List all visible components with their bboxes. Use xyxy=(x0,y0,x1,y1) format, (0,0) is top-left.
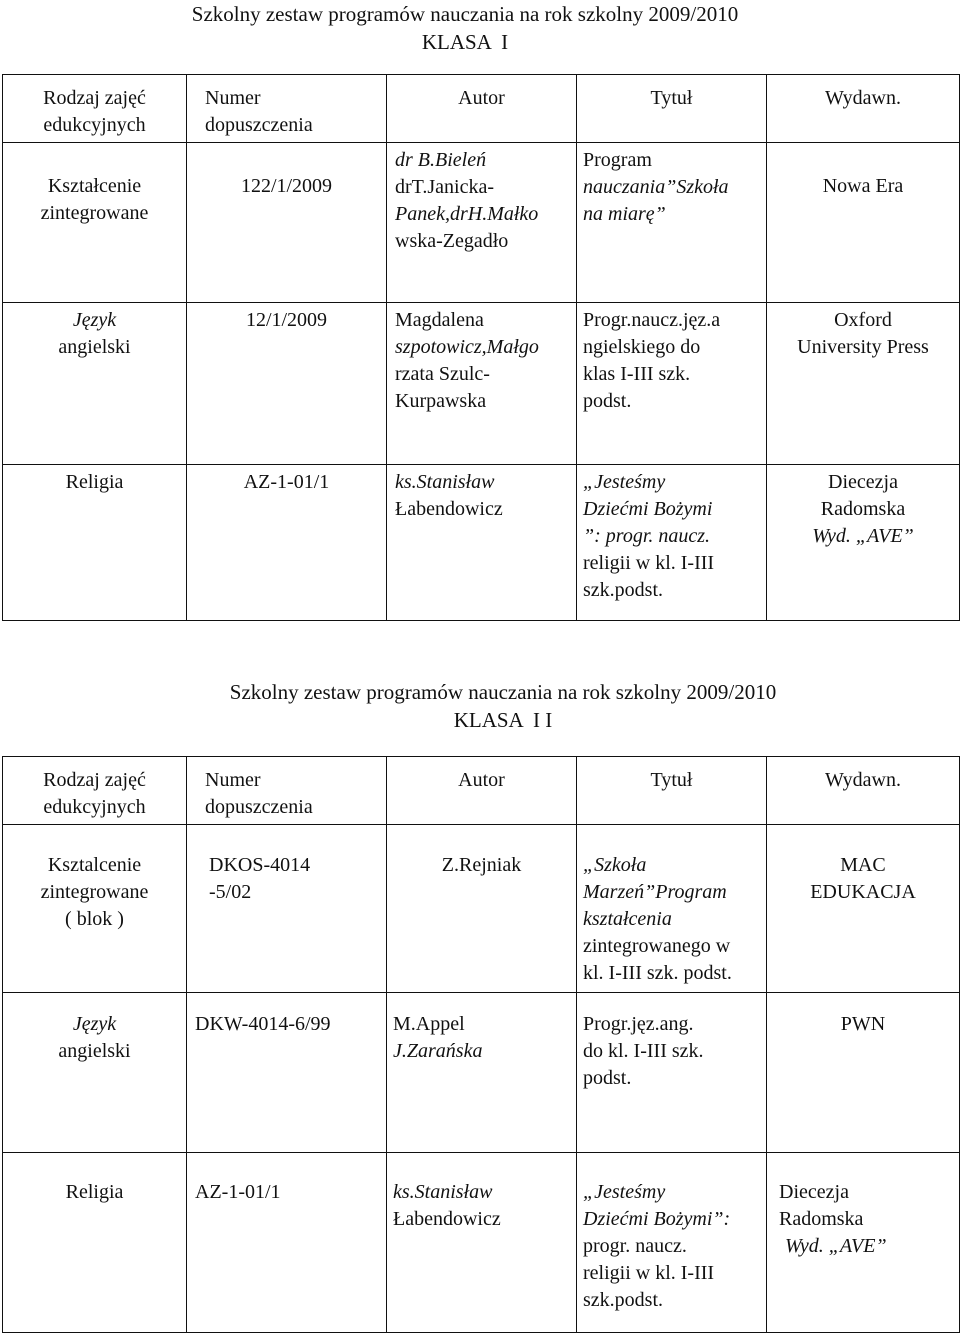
author-line: J.Zarańska xyxy=(393,1040,483,1062)
author-line: drT.Janicka- xyxy=(395,176,495,198)
header-author xyxy=(387,75,577,143)
header-subject xyxy=(3,75,187,143)
author-line: ks.Stanisław xyxy=(395,471,495,493)
class2-header-row xyxy=(3,757,960,825)
title-line: klas I-III szk. xyxy=(583,363,691,385)
title-cell xyxy=(577,825,767,993)
header-number xyxy=(187,757,387,825)
author-cell xyxy=(387,143,577,303)
title-line: kl. I-III szk. podst. xyxy=(583,962,732,984)
publisher-cell xyxy=(767,993,960,1153)
subject-line: Język xyxy=(72,309,117,331)
author-cell xyxy=(387,825,577,993)
header-author-label: Autor xyxy=(458,87,505,109)
number-cell xyxy=(187,993,387,1153)
subject-line: angielski xyxy=(58,336,131,358)
subject-cell xyxy=(3,993,187,1153)
title-cell xyxy=(577,465,767,621)
author-line: szpotowicz,Małgo xyxy=(395,336,539,358)
header-publisher-label: Wydawn. xyxy=(825,769,901,791)
class1-heading xyxy=(0,0,945,56)
header-subject-line1: Rodzaj zajęć xyxy=(43,87,146,109)
publisher-line: Wyd. „AVE” xyxy=(785,1235,887,1257)
title-line: Progr.naucz.jęz.a xyxy=(583,309,721,331)
subject-line: angielski xyxy=(58,1040,131,1062)
author-line: Łabendowicz xyxy=(395,498,503,520)
table-row xyxy=(3,1153,960,1333)
header-number-line1: Numer xyxy=(205,769,261,791)
author-line: Kurpawska xyxy=(395,390,487,412)
title-line: religii w kl. I-III xyxy=(583,1262,715,1284)
header-author-label: Autor xyxy=(458,769,505,791)
table-row xyxy=(3,825,960,993)
class1-title: Szkolny zestaw programów nauczania na rok szkolny 2009/2010 xyxy=(191,2,739,26)
title-cell xyxy=(577,1153,767,1333)
class2-title: Szkolny zestaw programów nauczania na rok szkolny 2009/2010 xyxy=(229,680,777,704)
number-cell: 122/1/2009 xyxy=(187,143,387,303)
author-cell xyxy=(387,1153,577,1333)
number-cell: AZ-1-01/1 xyxy=(187,465,387,621)
header-title-label: Tytuł xyxy=(650,769,693,791)
class2-heading xyxy=(23,678,960,734)
header-subject-line2: edukcyjnych xyxy=(43,796,146,818)
title-line: nauczania”Szkoła xyxy=(583,176,729,198)
publisher-cell xyxy=(767,465,960,621)
title-line: do kl. I-III szk. xyxy=(583,1040,704,1062)
publisher-line: University Press xyxy=(797,336,929,358)
number-cell xyxy=(187,825,387,993)
subject-line: Kształcenie xyxy=(47,175,142,197)
header-subject-line2: edukcyjnych xyxy=(43,114,146,136)
author-cell xyxy=(387,303,577,465)
table-row xyxy=(3,993,960,1153)
title-line: „Jesteśmy xyxy=(583,471,666,493)
class2-subtitle: KLASA I I xyxy=(453,708,553,732)
title-line: Dziećmi Bożymi”: xyxy=(583,1208,731,1230)
title-line: ngielskiego do xyxy=(583,336,701,358)
header-publisher-label: Wydawn. xyxy=(825,87,901,109)
publisher-line: Radomska xyxy=(820,498,906,520)
author-line: Z.Rejniak xyxy=(441,854,522,876)
author-line: ks.Stanisław xyxy=(393,1181,493,1203)
subject-line: zintegrowane xyxy=(40,202,149,224)
header-title-label: Tytuł xyxy=(650,87,693,109)
number-line: DKW-4014-6/99 xyxy=(195,1013,331,1035)
subject-cell xyxy=(3,825,187,993)
author-line: Magdalena xyxy=(395,309,484,331)
publisher-line: Radomska xyxy=(779,1208,864,1230)
title-line: Marzeń”Program xyxy=(583,881,727,903)
header-number-line1: Numer xyxy=(205,87,261,109)
header-title xyxy=(577,757,767,825)
author-line: M.Appel xyxy=(393,1013,465,1035)
publisher-cell xyxy=(767,143,960,303)
publisher-line: Diecezja xyxy=(779,1181,849,1203)
publisher-cell xyxy=(767,303,960,465)
title-line: religii w kl. I-III xyxy=(583,552,715,574)
header-author xyxy=(387,757,577,825)
title-line: podst. xyxy=(583,1067,632,1089)
class2-table xyxy=(2,756,960,1333)
header-publisher xyxy=(767,75,960,143)
subject-line: zintegrowane xyxy=(40,881,149,903)
title-line: progr. naucz. xyxy=(583,1235,687,1257)
subject-cell xyxy=(3,143,187,303)
title-line: ”: progr. naucz. xyxy=(583,525,711,547)
subject-line: Ksztalcenie xyxy=(47,854,142,876)
header-subject-line1: Rodzaj zajęć xyxy=(43,769,146,791)
header-subject xyxy=(3,757,187,825)
title-cell xyxy=(577,143,767,303)
header-title xyxy=(577,75,767,143)
publisher-line: PWN xyxy=(840,1013,886,1035)
author-cell xyxy=(387,993,577,1153)
title-line: zintegrowanego w xyxy=(583,935,731,957)
author-line: wska-Zegadło xyxy=(395,230,509,252)
title-line: podst. xyxy=(583,390,632,412)
class1-subtitle: KLASA I xyxy=(421,30,509,54)
publisher-cell xyxy=(767,825,960,993)
number-cell: 12/1/2009 xyxy=(187,303,387,465)
number-cell xyxy=(187,1153,387,1333)
title-line: „Szkoła xyxy=(583,854,647,876)
subject-line: Religia xyxy=(65,1181,124,1203)
publisher-line: EDUKACJA xyxy=(810,881,916,903)
number-line: AZ-1-01/1 xyxy=(195,1181,281,1203)
title-line: Program xyxy=(583,149,652,171)
author-cell xyxy=(387,465,577,621)
publisher-line: MAC xyxy=(840,854,886,876)
table-row xyxy=(3,303,960,465)
author-line: dr B.Bieleń xyxy=(395,149,487,171)
title-line: szk.podst. xyxy=(583,579,663,601)
subject-line: ( blok ) xyxy=(65,908,124,930)
title-cell xyxy=(577,993,767,1153)
table-row xyxy=(3,143,960,303)
subject-line: Religia xyxy=(65,471,124,493)
number-line: DKOS-4014 xyxy=(209,854,311,876)
publisher-cell xyxy=(767,1153,960,1333)
title-line: szk.podst. xyxy=(583,1289,663,1311)
title-line: na miarę” xyxy=(583,203,666,225)
author-line: rzata Szulc- xyxy=(395,363,490,385)
title-line: „Jesteśmy xyxy=(583,1181,666,1203)
author-line: Łabendowicz xyxy=(393,1208,501,1230)
header-number-line2: dopuszczenia xyxy=(205,114,313,136)
subject-line: Język xyxy=(72,1013,117,1035)
class1-header-row xyxy=(3,75,960,143)
header-number-line2: dopuszczenia xyxy=(205,796,313,818)
number-line: -5/02 xyxy=(209,881,252,903)
subject-cell xyxy=(3,303,187,465)
title-line: Dziećmi Bożymi xyxy=(583,498,713,520)
subject-cell xyxy=(3,1153,187,1333)
header-publisher xyxy=(767,757,960,825)
publisher-line: Nowa Era xyxy=(822,175,904,197)
author-line: Panek,drH.Małko xyxy=(395,203,539,225)
title-line: Progr.jęz.ang. xyxy=(583,1013,694,1035)
title-cell xyxy=(577,303,767,465)
class1-table xyxy=(2,74,960,621)
table-row xyxy=(3,465,960,621)
publisher-line: Diecezja xyxy=(828,471,898,493)
title-line: kształcenia xyxy=(583,908,672,930)
header-number xyxy=(187,75,387,143)
publisher-line: Wyd. „AVE” xyxy=(812,525,914,547)
subject-cell xyxy=(3,465,187,621)
publisher-line: Oxford xyxy=(834,309,892,331)
